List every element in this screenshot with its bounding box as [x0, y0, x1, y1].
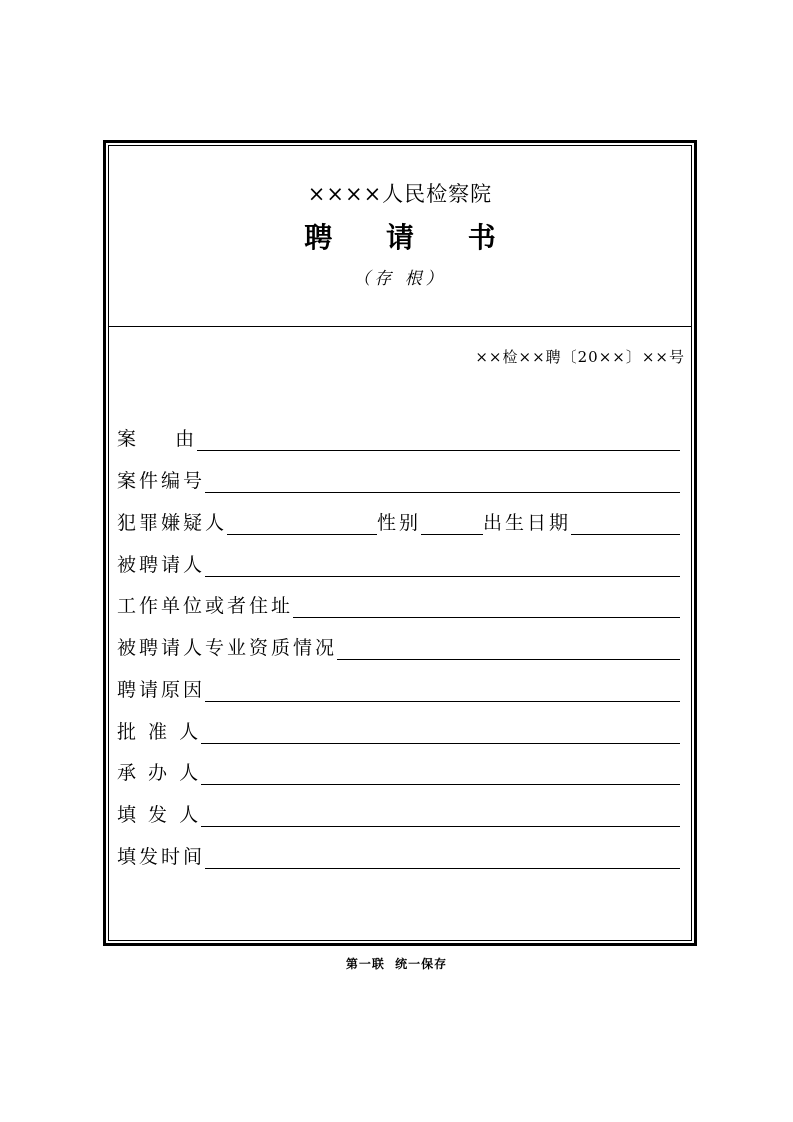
field-work-unit — [117, 590, 680, 618]
field-issue-time — [117, 841, 680, 869]
footer-note: 第一联 统一保存 — [345, 957, 448, 971]
handler-line[interactable] — [201, 764, 680, 785]
field-suspect — [117, 507, 680, 535]
field-label: 出生日期 — [483, 512, 572, 534]
field-label: 填发时间 — [117, 846, 206, 868]
document-subtitle: （存 根） — [353, 269, 447, 289]
field-handler — [117, 757, 680, 785]
field-label: 承 办 人 — [117, 762, 202, 784]
issuer-line[interactable] — [201, 806, 680, 827]
field-label: 案 由 — [117, 428, 198, 450]
birth-date-line[interactable] — [571, 514, 680, 535]
field-label: 犯罪嫌疑人 — [117, 512, 228, 534]
form-border — [103, 140, 697, 946]
court-name: ××××人民检察院 — [307, 182, 493, 206]
gender-line[interactable] — [421, 514, 483, 535]
field-reason — [117, 674, 680, 702]
document-number: ××检××聘〔20××〕××号 — [475, 348, 685, 366]
field-case-number — [117, 465, 680, 493]
form-inner-border — [108, 145, 692, 941]
field-label: 被聘请人专业资质情况 — [117, 637, 338, 659]
field-qualification — [117, 632, 680, 660]
field-issuer — [117, 799, 680, 827]
header-divider — [109, 326, 691, 327]
reason-line[interactable] — [205, 681, 680, 702]
case-reason-line[interactable] — [197, 430, 680, 451]
appointee-line[interactable] — [205, 556, 680, 577]
field-label: 案件编号 — [117, 470, 206, 492]
field-approver — [117, 716, 680, 744]
field-label: 性别 — [377, 512, 422, 534]
document-title: 聘 请 书 — [304, 221, 518, 254]
field-label: 工作单位或者住址 — [117, 595, 294, 617]
approver-line[interactable] — [201, 723, 680, 744]
field-label: 被聘请人 — [117, 554, 206, 576]
field-label: 批 准 人 — [117, 721, 202, 743]
suspect-name-line[interactable] — [227, 514, 377, 535]
field-case-reason — [117, 423, 680, 451]
field-label: 聘请原因 — [117, 679, 206, 701]
issue-time-line[interactable] — [205, 848, 680, 869]
work-unit-line[interactable] — [293, 597, 680, 618]
case-number-line[interactable] — [205, 472, 680, 493]
field-appointee — [117, 549, 680, 577]
field-label: 填 发 人 — [117, 804, 202, 826]
qualification-line[interactable] — [337, 639, 680, 660]
